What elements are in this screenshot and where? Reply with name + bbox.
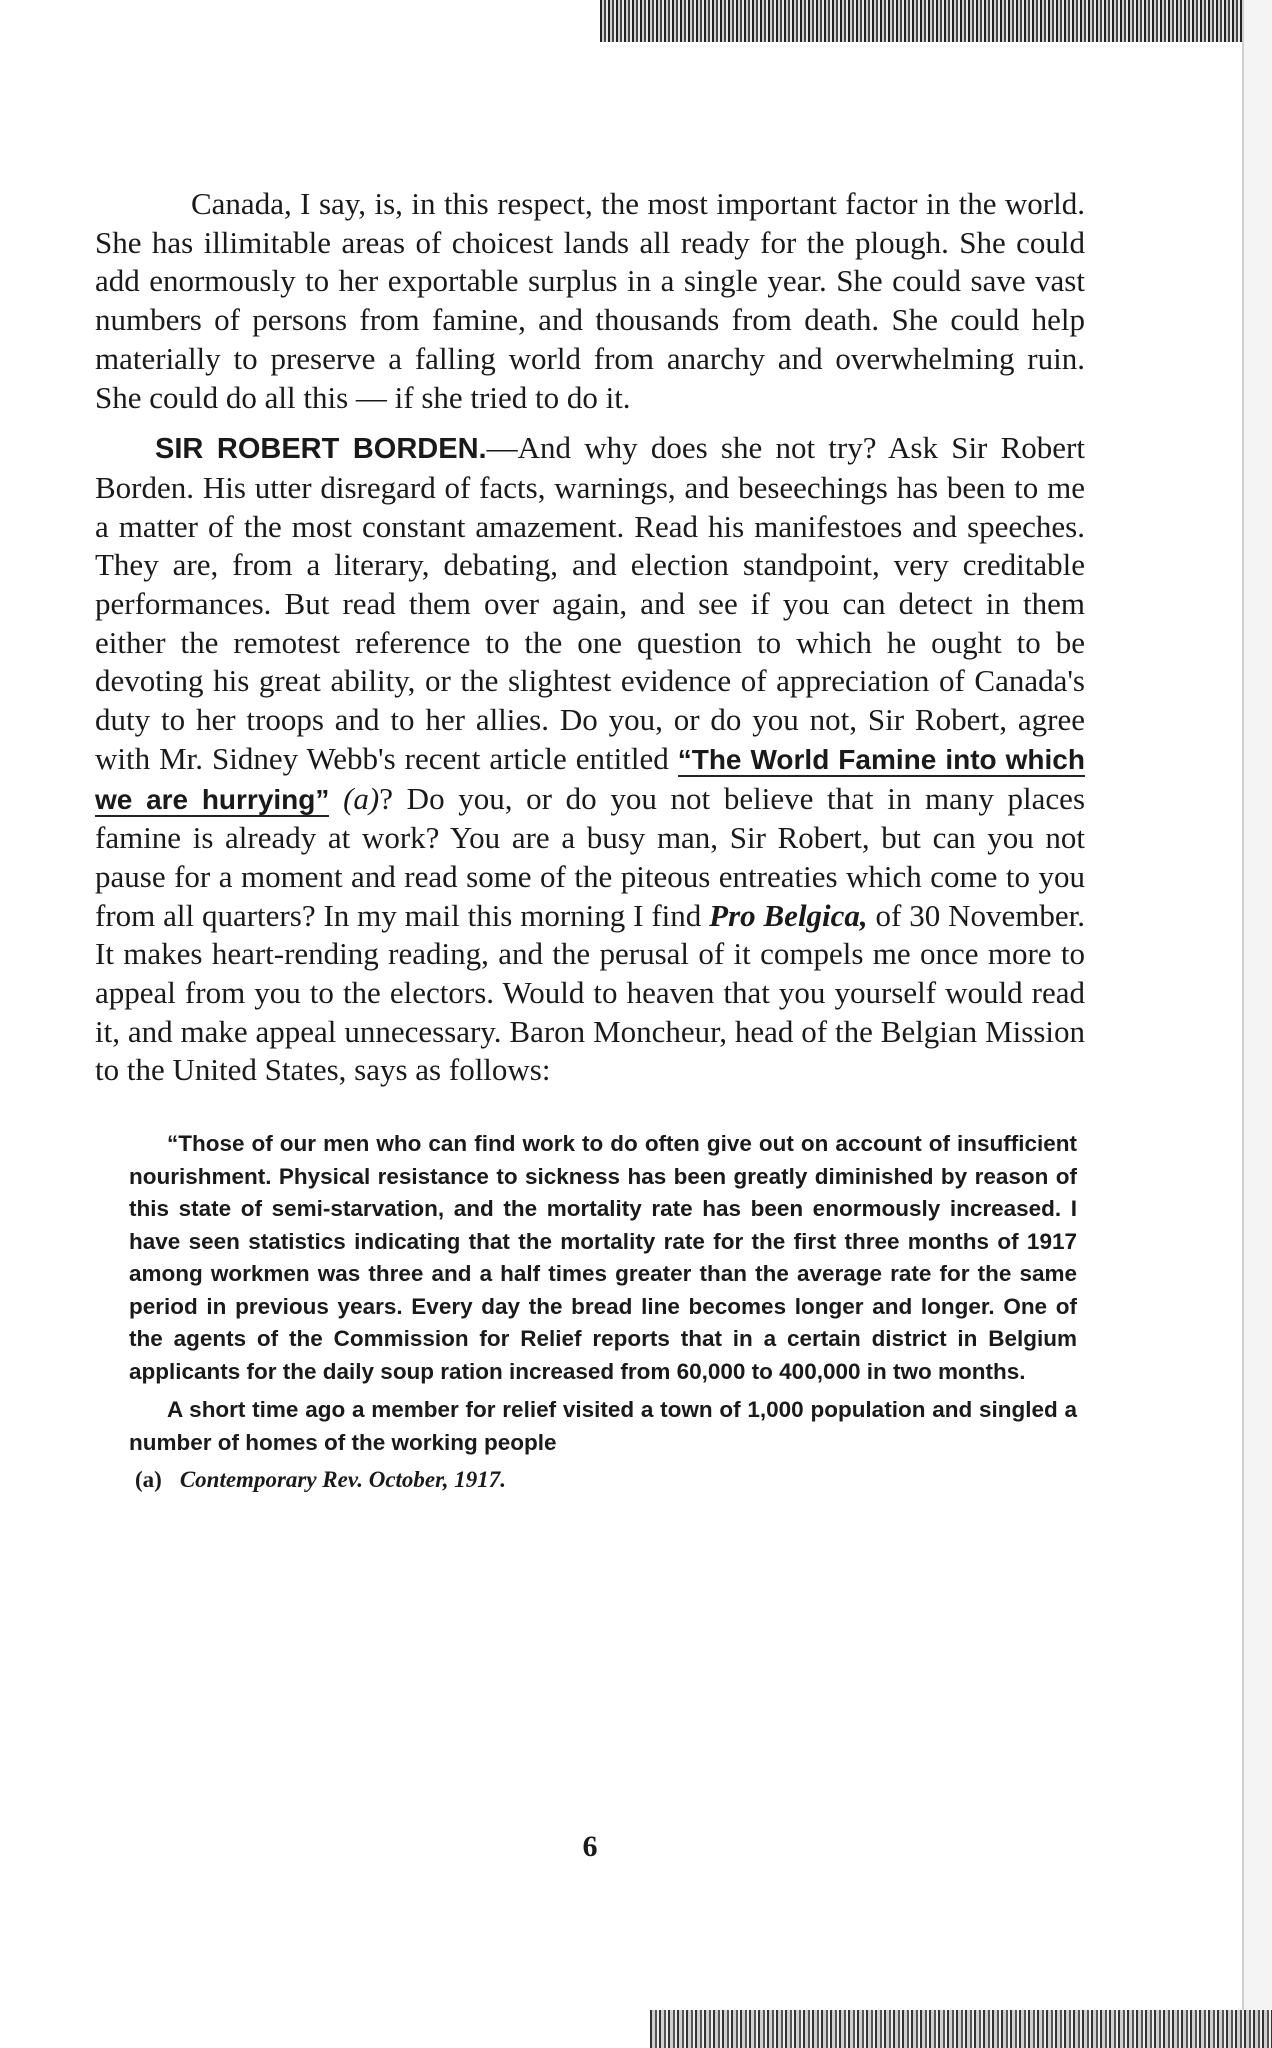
paragraph-borden bbox=[95, 429, 1085, 1090]
paragraph-canada: Canada, I say, is, in this respect, the most important factor in the world. She has illimitable areas of choicest lands all ready for the plough. She could add enormously to her exportable surplus in a single year. She could save vast numbers of persons from famine, and thousands from death. She could help materially to preserve a falling world from anarchy and overwhelming ruin. She could do all this — if she tried to do it. bbox=[95, 186, 1085, 415]
quote-paragraph-2: A short time ago a member for relief visited a town of 1,000 population and singled a number of homes of the working people bbox=[129, 1397, 1077, 1455]
page-number: 6 bbox=[582, 1830, 598, 1863]
scan-page-edge bbox=[1242, 0, 1272, 2048]
document-page bbox=[95, 185, 1086, 1863]
article-title: “The World Famine into which we are hurrying” bbox=[95, 743, 1085, 815]
scan-edge-top bbox=[600, 0, 1272, 42]
paragraph-borden-text-1: —And why does she not try? Ask Sir Robert Borden. His utter disregard of facts, warnings, and beseechings has been to me a matter of the most constant amazement. Read his manifestoes and speeches. They are, from a literary, debating, and election standpoint, very creditable performances. But read them over again, and see if you can detect in them either the remotest reference to the one question to which he ought to be devoting his great ability, or the slightest evidence of appreciation of Canada's duty to her troops and to her allies. Do you, or do you not, Sir Robert, agree with Mr. Sidney Webb's recent article entitled bbox=[95, 430, 1085, 776]
footnote-marker: (a) bbox=[135, 1467, 162, 1493]
footnote bbox=[135, 1465, 1085, 1495]
quote-paragraph-1: “Those of our men who can find work to do often give out on account of insufficient nourishment. Physical resistance to sickness has been greatly diminished by reason of this state of semi-starvation, and the mortality rate has been enormously increased. I have seen statistics indicating that the mortality rate for the first three months of 1917 among workmen was three and a half times greater than the average rate for the same period in previous years. Every day the bread line becomes longer and longer. One of the agents of the Commission for Relief reports that in a certain district in Belgium applicants for the daily soup ration increased from 60,000 to 400,000 in two months. bbox=[129, 1131, 1077, 1384]
scan-edge-bottom bbox=[650, 2010, 1272, 2048]
paragraph-borden-text-3: of 30 November. It makes heart-rending reading, and the perusal of it compels me once more to appeal from you to the electors. Would to heaven that you yourself would read it, and make appeal unnecessary. Baron Moncheur, head of the Belgian Mission to the United States, says as follows: bbox=[95, 897, 1085, 1088]
footnote-reference: (a) bbox=[343, 780, 380, 816]
publication-name: Pro Belgica, bbox=[709, 897, 868, 933]
footnote-source: Contemporary Rev. October, 1917. bbox=[179, 1467, 507, 1493]
block-quote bbox=[129, 1128, 1077, 1459]
section-heading: SIR ROBERT BORDEN. bbox=[155, 433, 487, 466]
paragraph-borden-text-2: ? Do you, or do you not believe that in many places famine is already at work? You are a busy man, Sir Robert, but can you not pause for a moment and read some of the piteous entreaties which come to you from all quarters? In my mail this morning I find bbox=[95, 780, 1086, 933]
